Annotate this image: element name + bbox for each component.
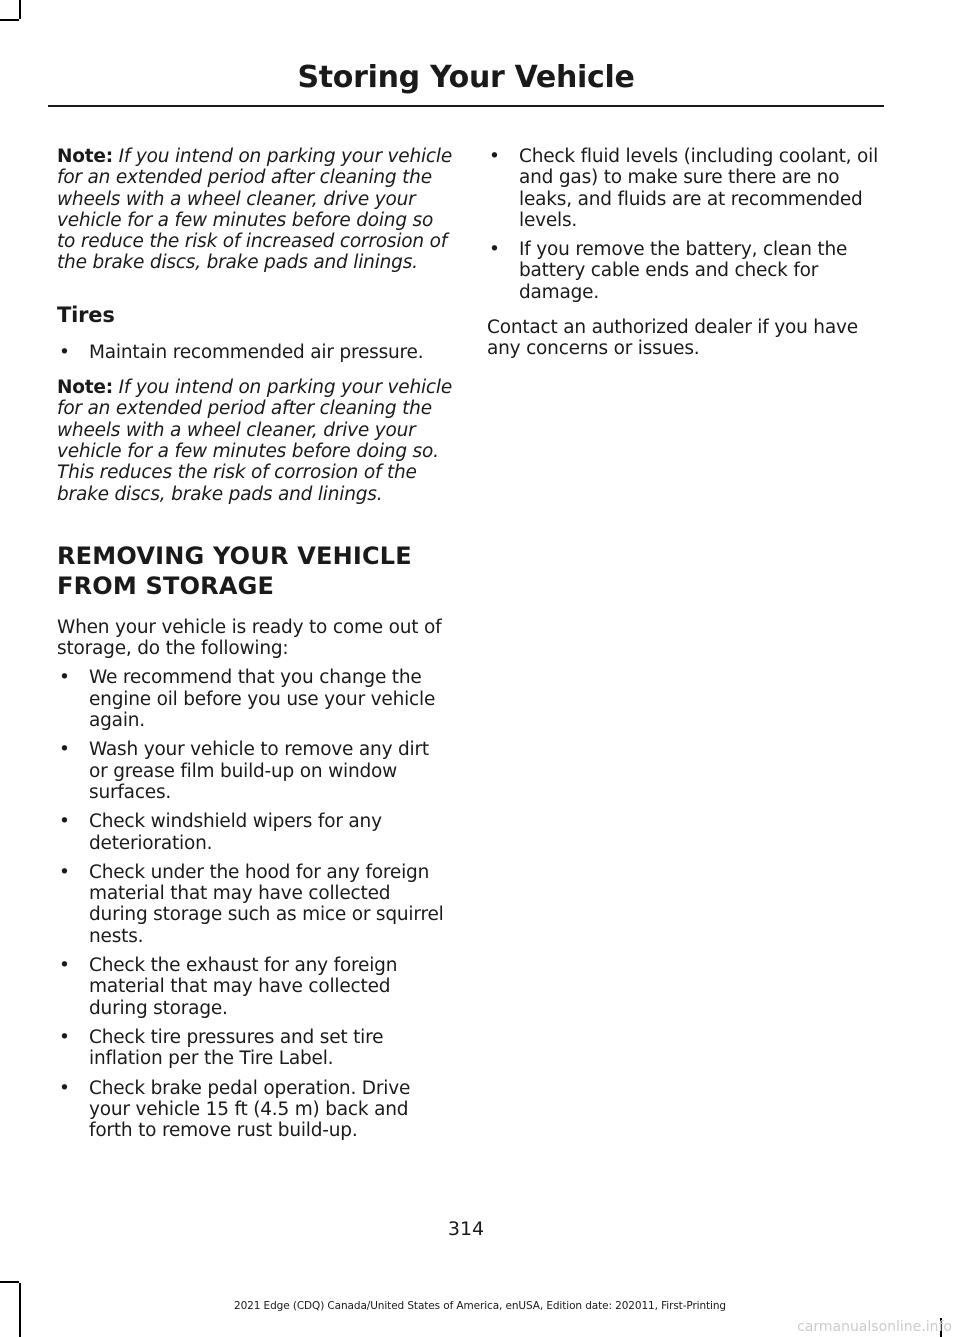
- page-number: 314: [447, 1218, 485, 1240]
- watermark: carmanualsonline.info: [797, 1319, 952, 1335]
- crop-mark-bottom-left-v: [19, 1283, 21, 1337]
- crop-mark-bottom-left: [0, 1281, 19, 1283]
- list-item: • Check brake pedal operation. Drive your vehicle 15 ft (4.5 m) back and forth to remove rust build-up.: [59, 1077, 411, 1142]
- bullet-glyph: •: [59, 1026, 70, 1048]
- bullet-glyph: •: [489, 146, 500, 167]
- crop-mark-top-left-h: [0, 19, 19, 21]
- tires-heading: Tires: [57, 302, 115, 327]
- list-item: • Check under the hood for any foreign material that may have collected during storage such as mice or squirrel nests.: [59, 861, 444, 947]
- note-label: Note:: [57, 146, 113, 167]
- list-item: • Check windshield wipers for any deterioration.: [59, 811, 382, 854]
- bullet-glyph: •: [59, 739, 70, 761]
- note-text: If you intend on parking your vehicle for an extended period after cleaning the wheels with a wheel cleaner, drive your vehicle for a few minutes before doing so to reduce the risk of increased corrosion of the brake discs, brake pads and linings.: [57, 146, 453, 274]
- list-item: • Check the exhaust for any foreign material that may have collected during storage.: [59, 955, 398, 1019]
- bullet-glyph: •: [489, 239, 500, 261]
- left-column: [57, 146, 453, 1155]
- bullet-glyph: •: [59, 861, 70, 883]
- storage-checks-list: [487, 146, 883, 303]
- note-paragraph: [57, 377, 453, 505]
- bullet-glyph: •: [59, 667, 70, 689]
- list-item: • We recommend that you change the engine oil before you use your vehicle again.: [59, 667, 436, 732]
- list-item: • If you remove the battery, clean the battery cable ends and check for damage.: [489, 239, 848, 303]
- list-item: • Wash your vehicle to remove any dirt or grease film build-up on window surfaces.: [59, 739, 429, 803]
- section-intro: When your vehicle is ready to come out of storage, do the following:: [57, 616, 442, 660]
- note-text: If you intend on parking your vehicle for an extended period after cleaning the wheels with a wheel cleaner, drive your vehicle for a few minutes before doing so. This reduces the risk of corrosion of the brake discs, brake pads and linings.: [57, 377, 453, 505]
- right-column: [487, 146, 883, 360]
- list-item: • Maintain recommended air pressure.: [59, 341, 424, 363]
- bullet-glyph: •: [59, 341, 70, 363]
- list-item: • Check tire pressures and set tire inflation per the Tire Label.: [59, 1026, 384, 1070]
- closing-paragraph: Contact an authorized dealer if you have any concerns or issues.: [487, 317, 858, 360]
- note-paragraph: [57, 146, 453, 274]
- crop-mark-top-left: [19, 0, 21, 19]
- bullet-glyph: •: [59, 1077, 70, 1099]
- removal-list: [57, 667, 453, 1141]
- header-rule: [48, 105, 884, 107]
- page-title: Storing Your Vehicle: [297, 60, 635, 95]
- bullet-glyph: •: [59, 955, 70, 977]
- tires-list: [57, 342, 453, 363]
- footer-edition-info: 2021 Edge (CDQ) Canada/United States of America, enUSA, Edition date: 202011, First-Printing: [234, 1300, 726, 1312]
- list-item: • Check fluid levels (including coolant, oil and gas) to make sure there are no leaks, and fluids are at recommended levels.: [489, 146, 879, 231]
- note-label: Note:: [57, 377, 113, 399]
- bullet-glyph: •: [59, 811, 70, 833]
- section-heading: REMOVING YOUR VEHICLE FROM STORAGE: [57, 541, 412, 600]
